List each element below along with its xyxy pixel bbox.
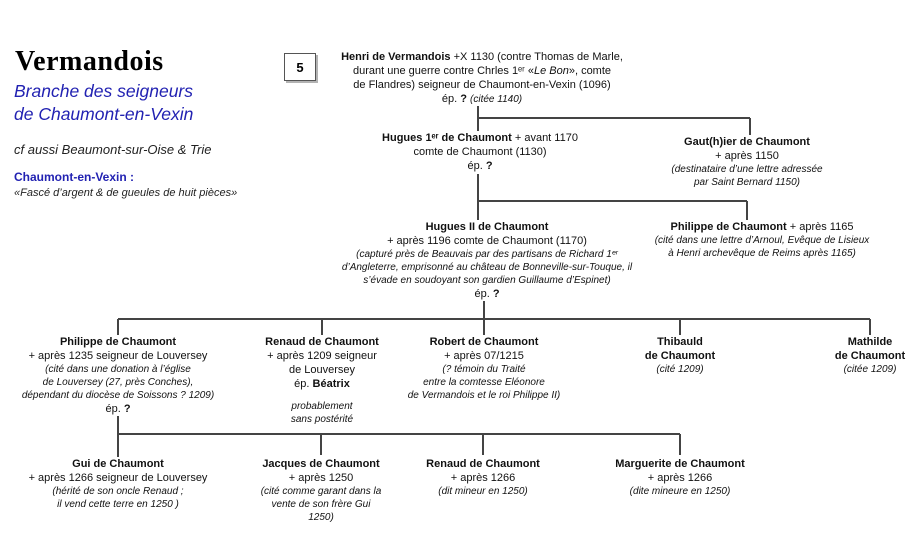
person-thibauld-de-chaumont [645, 335, 715, 376]
person-text-line: Gaut(h)ier de Chaumont [684, 136, 810, 148]
person-text-line: (dite mineure en 1250) [629, 486, 731, 497]
person-text-line: + après 1250 [288, 472, 354, 484]
person-text-line: sans postérité [290, 414, 354, 425]
person-text-line: + après 1196 comte de Chaumont (1170) [387, 235, 587, 247]
person-text-line: + après 1209 seigneur [267, 350, 377, 362]
person-henri-de-vermandois [341, 50, 623, 107]
person-text-line: ép. ? [467, 160, 493, 172]
person-text-line: entre la comtesse Eléonore [423, 377, 545, 388]
person-robert-de-chaumont [408, 335, 561, 402]
connector-vertical-line [746, 201, 748, 220]
person-marguerite-de-chaumont [615, 457, 745, 498]
connector-vertical-line [869, 319, 871, 335]
branch-subtitle-line1: Branche des seigneurs [14, 81, 193, 101]
person-mathilde-de-chaumont [835, 335, 905, 376]
person-text-line: Robert de Chaumont [429, 336, 539, 348]
person-text-line: Philippe de Chaumont [59, 336, 177, 348]
connector-horizontal-line [118, 318, 870, 320]
person-philippe-de-chaumont-1165 [655, 220, 870, 260]
connector-horizontal-line [118, 433, 680, 435]
connector-vertical-line [749, 118, 751, 135]
person-text-line: Renaud de Chaumont [426, 458, 540, 470]
person-text-line: de Louversey (27, près Conches), [42, 377, 194, 388]
connector-vertical-line [117, 319, 119, 335]
person-text-line: Hugues II de Chaumont [425, 221, 549, 233]
person-renaud-1209-posterite-note [291, 400, 353, 426]
person-text-line: Gui de Chaumont [72, 458, 164, 470]
person-philippe-de-chaumont-1235 [22, 335, 214, 416]
connector-vertical-line [477, 174, 479, 220]
cross-reference-note: cf aussi Beaumont-sur-Oise & Trie [14, 142, 212, 157]
person-hugues-ii-de-chaumont [342, 220, 632, 301]
page-title: Vermandois [15, 46, 164, 77]
person-text-line: ép. ? [105, 403, 131, 415]
person-text-line: (dit mineur en 1250) [438, 486, 528, 497]
person-text-line: de Louversey [288, 364, 356, 376]
person-text-line: Marguerite de Chaumont [615, 458, 745, 470]
person-text-line: par Saint Bernard 1150) [693, 177, 800, 188]
person-text-line: (? témoin du Traité [442, 364, 526, 375]
person-text-line: + après 07/1215 [444, 350, 524, 362]
person-text-line: il vend cette terre en 1250 ) [57, 499, 179, 510]
person-text-line: (cité dans une lettre d’Arnoul, Evêque de Lisieux [654, 235, 870, 246]
person-gui-de-chaumont [29, 457, 208, 511]
person-text-line: durant une guerre contre Chrles 1ᵉʳ «Le Bon», comte [352, 65, 612, 77]
connector-horizontal-line [478, 117, 750, 119]
person-text-line: (cité 1209) [656, 364, 704, 375]
person-text-line: de Flandres) seigneur de Chaumont-en-Vexin (1096) [353, 79, 611, 91]
person-text-line: Thibauld [657, 336, 703, 348]
person-text-line: ép. ? (citée 1140) [441, 93, 523, 105]
person-text-line: de Chaumont [644, 350, 716, 362]
person-renaud-de-chaumont-1266 [426, 457, 540, 498]
person-text-line: (capturé près de Beauvais par des partisans de Richard 1ᵉʳ [356, 249, 618, 260]
person-text-line: vente de son frère Gui [271, 499, 371, 510]
blazon-text: «Fascé d’argent & de gueules de huit pièces» [14, 187, 238, 199]
person-renaud-de-chaumont-1209 [265, 335, 379, 391]
person-text-line: d’Angleterre, emprisonné au château de Bonneville-sur-Touque, il [341, 262, 633, 273]
person-text-line: (cité comme garant dans la [260, 486, 382, 497]
branch-subtitle-line2: de Chaumont-en-Vexin [14, 104, 194, 124]
person-text-line: comte de Chaumont (1130) [413, 146, 547, 158]
person-text-line: Jacques de Chaumont [262, 458, 380, 470]
person-text-line: Hugues 1ᵉʳ de Chaumont + avant 1170 [382, 132, 578, 144]
connector-vertical-line [117, 416, 119, 457]
person-jacques-de-chaumont [261, 457, 382, 524]
person-text-line: Renaud de Chaumont [265, 336, 379, 348]
person-text-line: de Chaumont [834, 350, 906, 362]
connector-vertical-line [679, 319, 681, 335]
person-text-line: Mathilde [847, 336, 893, 348]
person-text-line: probablement [291, 401, 353, 412]
person-text-line: ép. Béatrix [294, 378, 350, 390]
person-text-line: (hérité de son oncle Renaud ; [52, 486, 184, 497]
person-text-line: + après 1150 [715, 150, 779, 162]
connector-horizontal-line [478, 200, 747, 202]
person-text-line: Philippe de Chaumont + après 1165 [670, 221, 854, 233]
person-text-line: (cité dans une donation à l’église [45, 364, 191, 375]
connector-vertical-line [679, 434, 681, 455]
blazon-title: Chaumont-en-Vexin : [14, 170, 135, 184]
person-text-line: + après 1266 [450, 472, 516, 484]
person-text-line: + après 1266 [647, 472, 713, 484]
person-text-line: ép. ? [474, 288, 500, 300]
person-text-line: à Henri archevêque de Reims après 1165) [668, 248, 856, 259]
person-text-line: de Vermandois et le roi Philippe II) [407, 390, 561, 401]
person-hugues-1er-de-chaumont [382, 131, 578, 173]
person-gauthier-de-chaumont [671, 135, 822, 189]
person-text-line: Henri de Vermandois +X 1130 (contre Thomas de Marle, [341, 51, 623, 63]
person-text-line: + après 1235 seigneur de Louversey [28, 350, 208, 362]
person-text-line: 1250) [308, 512, 334, 523]
sheet-number: 5 [296, 59, 304, 75]
person-text-line: s’évade en soudoyant son gardien Guillaume d’Espinet) [363, 275, 611, 286]
connector-vertical-line [482, 434, 484, 455]
person-text-line: (destinataire d’une lettre adressée [671, 164, 823, 175]
person-text-line: (citée 1209) [843, 364, 897, 375]
connector-vertical-line [320, 434, 322, 455]
connector-vertical-line [321, 319, 323, 335]
person-text-line: + après 1266 seigneur de Louversey [28, 472, 208, 484]
person-text-line: dépendant du diocèse de Soissons ? 1209) [21, 390, 215, 401]
